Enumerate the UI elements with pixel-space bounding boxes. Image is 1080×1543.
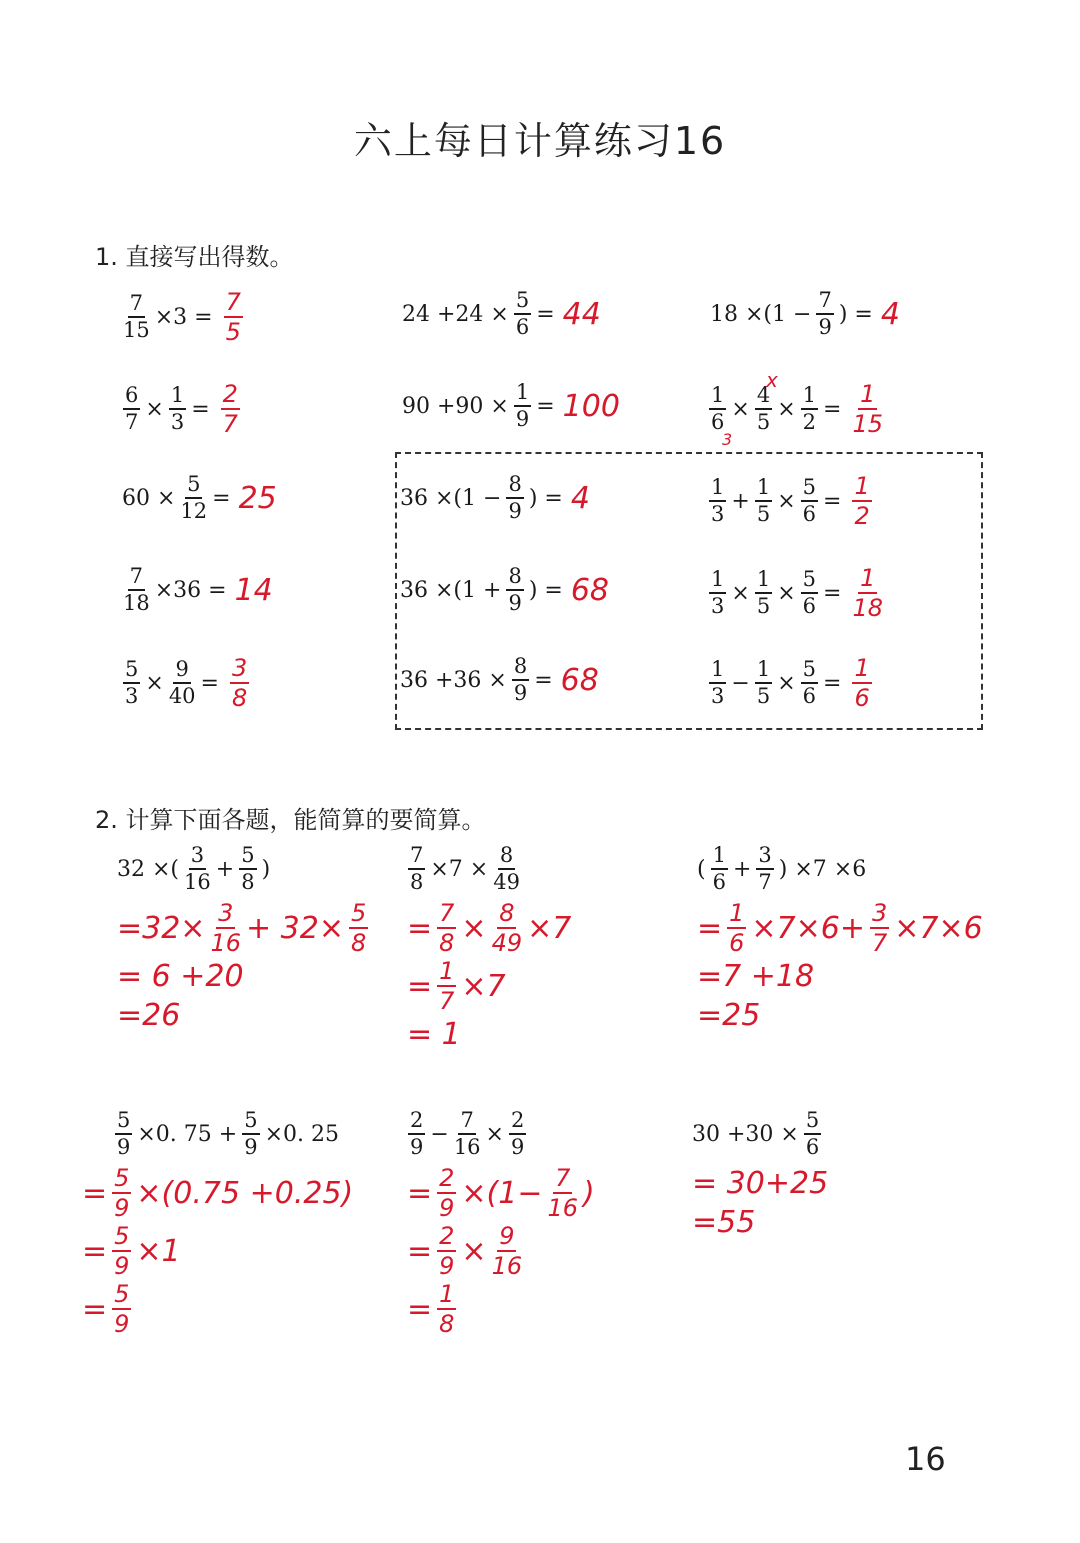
fraction: $\frac{5}{6}$ <box>805 1108 820 1159</box>
expr-text: = <box>536 393 555 419</box>
fraction: $\frac{4}{5}$ <box>756 383 771 434</box>
expr-text: 32 ×( <box>117 856 180 882</box>
expr-text: 90 +90 × <box>402 393 509 419</box>
expr-text: × <box>731 580 750 606</box>
expr-text: 60 × <box>122 485 176 511</box>
quick-item <box>120 566 273 614</box>
expr-text: ) = <box>528 577 563 603</box>
fraction: $\frac{2}{9}$ <box>510 1108 525 1159</box>
problem-expression <box>405 845 685 893</box>
fraction: $\frac{1}{6}$ <box>712 843 726 894</box>
fraction: $\frac{3}{7}$ <box>872 899 888 957</box>
expr-text: = <box>407 1175 433 1211</box>
calc-problem <box>405 1110 685 1390</box>
fraction: $\frac{3}{16}$ <box>184 843 211 894</box>
expr-text: ×7×6 <box>894 910 983 946</box>
problem-expression <box>112 1110 400 1158</box>
expr-text: × <box>777 488 796 514</box>
fraction: $\frac{5}{12}$ <box>180 472 208 523</box>
expr-text: 36 ×(1 − <box>400 485 502 511</box>
fraction: $\frac{7}{15}$ <box>123 291 150 342</box>
quick-item <box>398 474 590 522</box>
expr-text: 36 ×(1 + <box>400 577 502 603</box>
expr-text: × <box>145 670 164 696</box>
page-title: 六上每日计算练习16 <box>353 119 727 163</box>
handwritten-step <box>405 1282 685 1336</box>
section1-heading: 1. 直接写出得数。 <box>95 243 294 271</box>
handwritten-answer <box>849 382 886 436</box>
fraction: $\frac{5}{3}$ <box>125 657 139 708</box>
fraction: $\frac{5}{8}$ <box>241 843 255 894</box>
handwritten-answer: 68 <box>560 662 599 698</box>
handwritten-answer: 44 <box>562 296 601 332</box>
answer-fraction: $\frac{1}{18}$ <box>852 564 883 622</box>
expr-text: = <box>212 485 231 511</box>
expr-text: =32× <box>117 910 206 946</box>
handwritten-step <box>695 901 995 955</box>
expr-text: ×1 <box>136 1233 181 1269</box>
answer-fraction: $\frac{1}{6}$ <box>854 654 870 712</box>
quick-item <box>120 382 243 436</box>
expr-text: = <box>823 488 842 514</box>
answer-fraction: $\frac{7}{5}$ <box>225 288 241 346</box>
fraction: $\frac{1}{5}$ <box>756 567 771 618</box>
handwritten-answer: 68 <box>570 572 610 608</box>
fraction: $\frac{7}{16}$ <box>453 1108 481 1159</box>
answer-fraction: $\frac{1}{2}$ <box>854 472 870 530</box>
calc-problem <box>690 1110 990 1310</box>
fraction: $\frac{9}{16}$ <box>491 1222 523 1280</box>
expr-text: × <box>461 1233 487 1269</box>
fraction: $\frac{1}{3}$ <box>170 383 185 434</box>
expr-text: + <box>215 856 235 882</box>
expr-text: 36 +36 × <box>400 667 507 693</box>
cancel-mark: 3 <box>722 430 733 449</box>
expr-text: ) <box>261 856 271 882</box>
fraction: $\frac{6}{7}$ <box>125 383 139 434</box>
fraction: $\frac{7}{16}$ <box>547 1164 579 1222</box>
fraction: $\frac{8}{49}$ <box>493 843 520 894</box>
handwritten-answer <box>227 656 252 710</box>
expr-text: 30 +30 × <box>692 1121 799 1147</box>
section2-heading: 2. 计算下面各题，能简算的要简算。 <box>95 806 486 834</box>
expr-text: = <box>82 1175 108 1211</box>
expr-text: = 6 +20 <box>117 959 244 994</box>
expr-text: =55 <box>692 1205 756 1240</box>
calc-problem <box>695 845 995 1075</box>
answer-fraction: $\frac{1}{15}$ <box>852 380 883 438</box>
problem-expression <box>115 845 415 893</box>
expr-text: ) ×7 ×6 <box>778 856 867 882</box>
fraction: $\frac{5}{9}$ <box>244 1108 258 1159</box>
quick-item <box>706 566 886 620</box>
handwritten-answer: 100 <box>562 388 620 424</box>
expr-text: =25 <box>697 998 761 1033</box>
expr-text: 24 +24 × <box>402 301 509 327</box>
expr-text: − <box>430 1121 449 1147</box>
quick-item <box>120 656 252 710</box>
fraction: $\frac{3}{16}$ <box>210 899 241 957</box>
handwritten-step <box>695 959 995 994</box>
fraction: $\frac{5}{6}$ <box>802 475 816 526</box>
fraction: $\frac{5}{6}$ <box>515 288 530 339</box>
expr-text: × <box>145 396 164 422</box>
expr-text: 18 ×(1 − <box>710 301 812 327</box>
quick-item <box>706 368 886 449</box>
handwritten-step <box>115 998 415 1033</box>
handwritten-answer: 25 <box>238 480 277 516</box>
fraction: $\frac{9}{40}$ <box>168 657 196 708</box>
expr-text: = <box>407 910 433 946</box>
expr-text: × <box>777 670 796 696</box>
fraction: $\frac{5}{6}$ <box>802 567 816 618</box>
fraction: $\frac{5}{9}$ <box>117 1108 131 1159</box>
fraction: $\frac{2}{9}$ <box>439 1222 455 1280</box>
expr-text: ) = <box>838 301 873 327</box>
expr-text: = <box>407 968 433 1004</box>
answer-fraction: $\frac{2}{7}$ <box>222 380 238 438</box>
quick-item <box>120 290 246 344</box>
problem-expression <box>405 1110 685 1158</box>
expr-text: = <box>407 1291 433 1327</box>
expr-text: × <box>777 396 796 422</box>
handwritten-answer: 14 <box>234 572 273 608</box>
handwritten-step <box>80 1282 400 1336</box>
expr-text: × <box>485 1121 504 1147</box>
handwritten-answer: 4 <box>570 480 590 516</box>
handwritten-step <box>80 1166 400 1220</box>
cancel-mark: x <box>766 368 778 392</box>
handwritten-step <box>405 1224 685 1278</box>
quick-item <box>398 656 599 704</box>
fraction: $\frac{1}{6}$ <box>729 899 745 957</box>
expr-text: ×3 = <box>154 304 213 330</box>
fraction: $\frac{1}{6}$ <box>711 383 725 434</box>
fraction: $\frac{1}{5}$ <box>756 657 771 708</box>
handwritten-step <box>690 1205 990 1240</box>
expr-text: ×7 <box>527 910 572 946</box>
quick-item <box>706 656 875 710</box>
fraction: $\frac{1}{3}$ <box>711 657 725 708</box>
answer-fraction: $\frac{3}{8}$ <box>231 654 248 712</box>
fraction: $\frac{7}{8}$ <box>410 843 424 894</box>
expr-text: = <box>823 580 842 606</box>
expr-text: × <box>731 396 750 422</box>
expr-text: ×0. 25 <box>264 1121 340 1147</box>
fraction: $\frac{5}{8}$ <box>350 899 367 957</box>
fraction: $\frac{1}{8}$ <box>439 1280 455 1338</box>
expr-text: =7 +18 <box>697 959 815 994</box>
expr-text: ×7×6+ <box>751 910 866 946</box>
fraction: $\frac{5}{6}$ <box>802 657 816 708</box>
calc-problem <box>115 845 415 1075</box>
fraction: $\frac{1}{5}$ <box>756 475 771 526</box>
fraction: $\frac{1}{7}$ <box>439 957 455 1015</box>
expr-text: = 1 <box>407 1017 461 1052</box>
handwritten-step <box>115 959 415 994</box>
fraction: $\frac{7}{8}$ <box>439 899 455 957</box>
fraction: $\frac{7}{9}$ <box>818 288 832 339</box>
expr-text: = <box>823 670 842 696</box>
expr-text: − <box>731 670 750 696</box>
page-number: 16 <box>905 1440 946 1478</box>
problem-expression <box>690 1110 990 1158</box>
expr-text: = <box>200 670 219 696</box>
expr-text: = <box>534 667 553 693</box>
handwritten-step <box>80 1224 400 1278</box>
expr-text: = <box>697 910 723 946</box>
expr-text: = 30+25 <box>692 1166 829 1201</box>
handwritten-answer <box>221 290 246 344</box>
quick-item <box>400 290 601 338</box>
expr-text: = <box>823 396 842 422</box>
fraction: $\frac{2}{9}$ <box>410 1108 424 1159</box>
problem-expression <box>695 845 995 893</box>
quick-item <box>706 474 875 528</box>
expr-text: ×7 × <box>430 856 489 882</box>
fraction: $\frac{1}{2}$ <box>802 383 816 434</box>
expr-text: = <box>82 1233 108 1269</box>
quick-item <box>398 566 609 614</box>
quick-item <box>400 382 620 430</box>
expr-text: ) = <box>528 485 563 511</box>
fraction: $\frac{2}{9}$ <box>439 1164 455 1222</box>
handwritten-step <box>405 959 685 1013</box>
handwritten-answer: 4 <box>880 296 900 332</box>
expr-text: = <box>536 301 555 327</box>
fraction: $\frac{8}{49}$ <box>491 899 523 957</box>
handwritten-step <box>695 998 995 1033</box>
expr-text: ( <box>697 856 706 882</box>
handwritten-step <box>690 1166 990 1201</box>
expr-text: ×7 <box>461 968 506 1004</box>
fraction: $\frac{8}{9}$ <box>513 654 528 705</box>
expr-text: ×(1− <box>461 1175 543 1211</box>
fraction: $\frac{1}{3}$ <box>711 475 725 526</box>
expr-text: + <box>731 488 750 514</box>
fraction: $\frac{8}{9}$ <box>508 472 522 523</box>
handwritten-step <box>405 901 685 955</box>
expr-text: =26 <box>117 998 181 1033</box>
fraction: $\frac{8}{9}$ <box>508 564 522 615</box>
expr-text: = <box>82 1291 108 1327</box>
calc-problem <box>405 845 685 1075</box>
handwritten-answer <box>849 656 874 710</box>
fraction: $\frac{5}{9}$ <box>114 1280 130 1338</box>
expr-text: + <box>732 856 752 882</box>
calc-problem <box>80 1110 400 1390</box>
expr-text: + 32× <box>246 910 344 946</box>
handwritten-answer <box>218 382 243 436</box>
expr-text: × <box>777 580 796 606</box>
fraction: $\frac{5}{9}$ <box>114 1164 130 1222</box>
fraction: $\frac{1}{3}$ <box>711 567 725 618</box>
expr-text: ×0. 75 + <box>137 1121 238 1147</box>
expr-text: ×(0.75 +0.25) <box>136 1175 354 1211</box>
handwritten-answer <box>849 566 886 620</box>
handwritten-step <box>115 901 415 955</box>
handwritten-step <box>405 1017 685 1052</box>
expr-text: = <box>407 1233 433 1269</box>
fraction: $\frac{1}{9}$ <box>515 380 530 431</box>
expr-text: × <box>461 910 487 946</box>
fraction: $\frac{5}{9}$ <box>114 1222 130 1280</box>
expr-text: = <box>191 396 210 422</box>
quick-item <box>708 290 900 338</box>
expr-text: ) <box>583 1175 595 1211</box>
handwritten-step <box>405 1166 685 1220</box>
fraction: $\frac{7}{18}$ <box>123 564 150 615</box>
fraction: $\frac{3}{7}$ <box>758 843 772 894</box>
quick-item <box>120 474 277 522</box>
expr-text: ×36 = <box>154 577 227 603</box>
handwritten-answer <box>849 474 874 528</box>
